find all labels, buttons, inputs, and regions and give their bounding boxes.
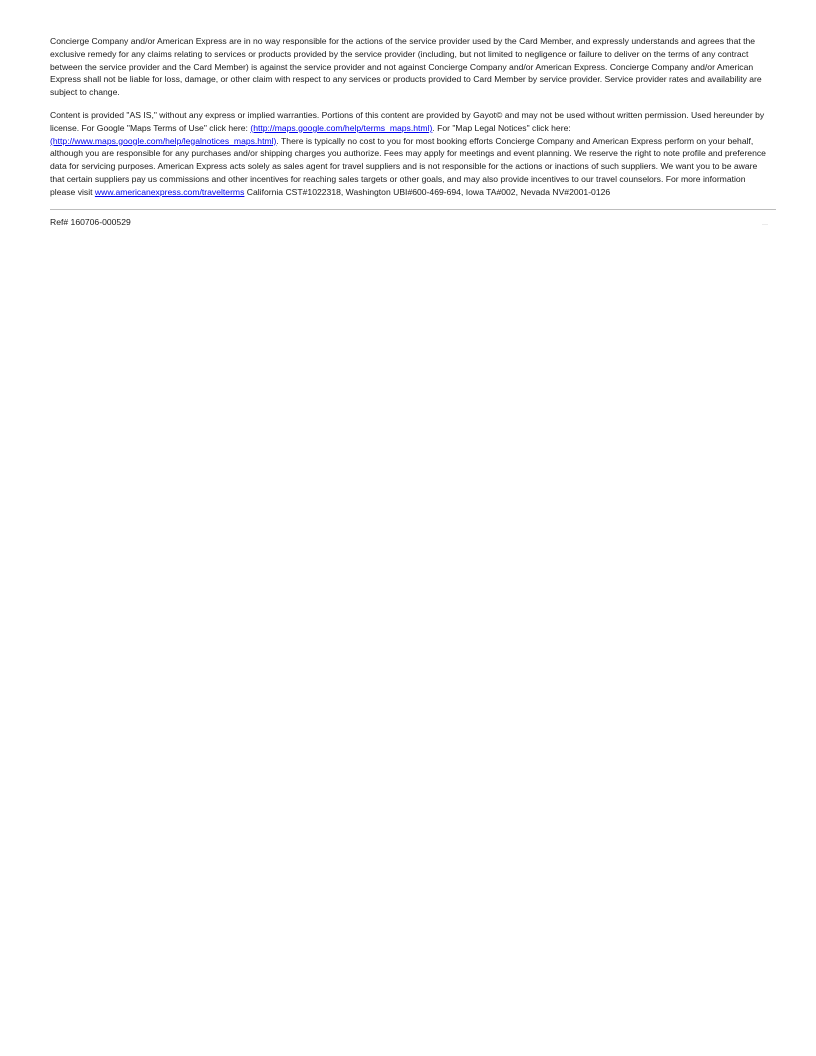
disclaimer-paragraph-1: Concierge Company and/or American Express are in no way responsible for the actions of the service provider used by the Card Member, and expressly understands and agrees that the exclusive remedy for any claims relating to services or products provided by the service provider (including, but not limited to negligence or failure to deliver on the terms of any contract between the service provider and the Card Member) is against the service provider and not against Concierge Company and/or American Express. Concierge Company and/or American Express shall not be liable for loss, damage, or other claim with respect to any services or products provided to Card Member by service provider. Service provider rates and availability are subject to change.	[50, 36, 762, 98]
disclaimer-text-d: California CST#1022318, Washington UBI#600-469-694, Iowa TA#002, Nevada NV#2001-0126	[244, 186, 611, 197]
footer	[50, 216, 770, 230]
disclaimer-text-b: . For "Map Legal Notices" click here:	[432, 122, 571, 133]
disclaimer-text-c: . There is typically no cost to you for most booking efforts Concierge Company and American Express perform on your behalf, although you are responsible for any purchases and/or shipping charges you authorize. Fees may apply for meetings and event planning. We reserve the right to note profile and preference data for servicing purposes. American Express acts solely as sales agent for travel suppliers and is not responsible for the actions or inactions of such suppliers. We want you to be aware that certain suppliers pay us commissions and other incentives for reaching sales targets or other goals, and may also provide incentives to our travel counselors. For more information please visit	[50, 135, 766, 197]
disclaimer-paragraph-2	[50, 109, 770, 199]
reference-number: Ref# 160706-000529	[50, 216, 131, 227]
footer-divider	[50, 209, 776, 210]
disclaimer-text-a: Content is provided "AS IS," without any express or implied warranties. Portions of this content are provided by Gayot© and may not be used without written permission. Used hereunder by license. For Google "Maps Terms of Use" click here:	[50, 109, 765, 133]
maps-terms-link[interactable]: (http://maps.google.com/help/terms_maps.html)	[250, 122, 433, 133]
footer-mark: ——	[762, 221, 768, 226]
document-page	[50, 35, 770, 230]
travel-terms-link[interactable]: www.americanexpress.com/travelterms	[94, 186, 245, 197]
map-legal-notices-link[interactable]: (http://www.maps.google.com/help/legalnotices_maps.html)	[50, 135, 277, 146]
